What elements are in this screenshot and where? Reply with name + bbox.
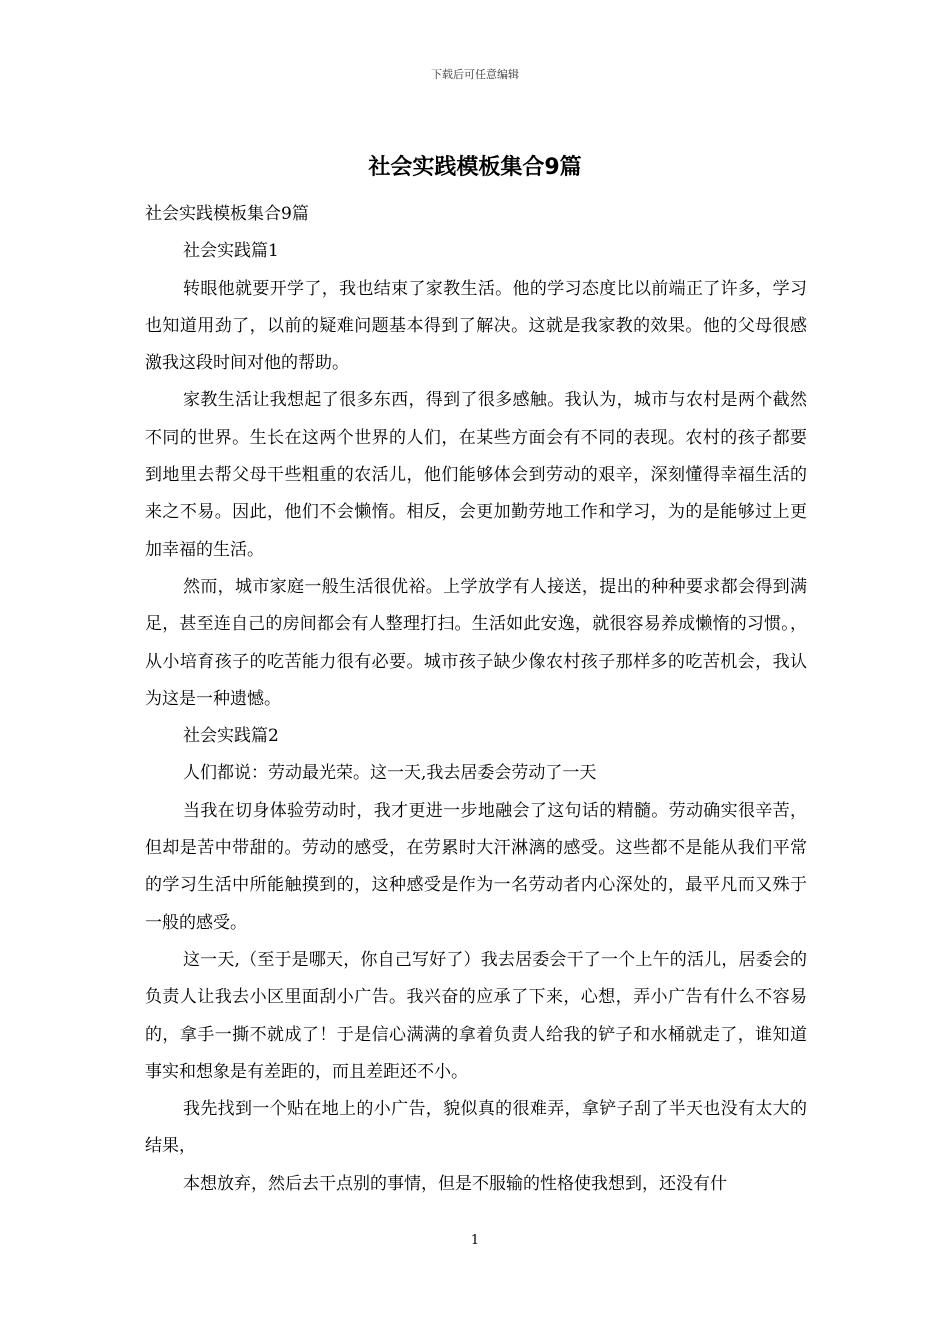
paragraph: 转眼他就要开学了，我也结束了家教生活。他的学习态度比以前端正了许多，学习也知道用劲了，以前的疑难问题基本得到了解决。这就是我家教的效果。他的父母很感激我这段时间对他的帮助。 [145, 278, 807, 374]
paragraph: 当我在切身体验劳动时，我才更进一步地融会了这句话的精髓。劳动确实很辛苦，但却是苦中带甜的。劳动的感受，在劳累时大汗淋漓的感受。这些都不是能从我们平常的学习生活中所能触摸到的，这种感受是作为一名劳动者内心深处的，最平凡而又殊于一般的感受。 [145, 800, 807, 933]
section-heading: 社会实践篇1 [183, 241, 279, 262]
paragraph: 人们都说：劳动最光荣。这一天,我去居委会劳动了一天 [183, 763, 597, 784]
paragraph: 然而，城市家庭一般生活很优裕。上学放学有人接送，提出的种种要求都会得到满足，甚至连自己的房间都会有人整理打扫。生活如此安逸，就很容易养成懒惰的习惯。，从小培育孩子的吃苦能力很有必要。城市孩子缺少像农村孩子那样多的吃苦机会，我认为这是一种遗憾。 [145, 576, 807, 709]
paragraph: 社会实践模板集合9篇 [145, 204, 309, 224]
document-body [145, 196, 807, 1203]
paragraph: 家教生活让我想起了很多东西，得到了很多感触。我认为，城市与农村是两个截然不同的世界。生长在这两个世界的人们，在某些方面会有不同的表现。农村的孩子都要到地里去帮父母干些粗重的农活儿，他们能够体会到劳动的艰辛，深刻懂得幸福生活的来之不易。因此，他们不会懒惰。相反，会更加勤劳地工作和学习，为的是能够过上更加幸福的生活。 [145, 390, 807, 560]
header-note: 下载后可任意编辑 [431, 68, 519, 81]
document-title: 社会实践模板集合9篇 [368, 155, 582, 180]
page-number: 1 [470, 1233, 480, 1248]
paragraph: 我先找到一个贴在地上的小广告，貌似真的很难弄，拿铲子刮了半天也没有太大的结果， [145, 1099, 807, 1157]
section-heading: 社会实践篇2 [183, 726, 279, 747]
paragraph: 本想放弃，然后去干点别的事情，但是不服输的性格使我想到，还没有什 [183, 1173, 727, 1194]
paragraph: 这一天,（至于是哪天，你自己写好了）我去居委会干了一个上午的活儿，居委会的负责人让我去小区里面刮小广告。我兴奋的应承了下来，心想，弄小广告有什么不容易的，拿手一撕不就成了！于是信心满满的拿着负责人给我的铲子和水桶就走了，谁知道事实和想象是有差距的，而且差距还不小。 [145, 949, 807, 1082]
